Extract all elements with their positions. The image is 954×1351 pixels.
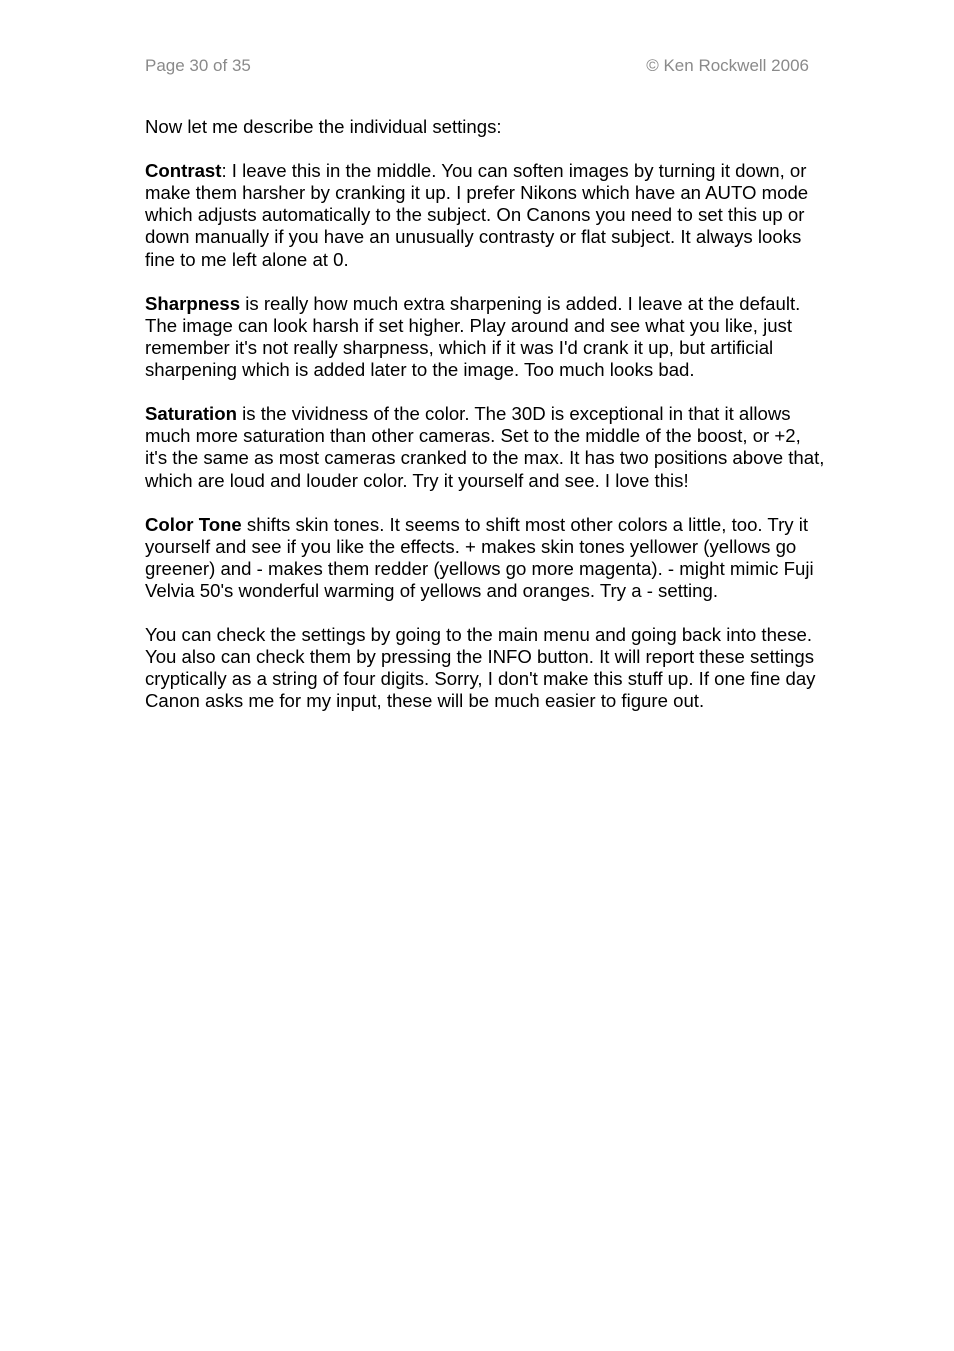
color-tone-term: Color Tone <box>145 513 242 535</box>
contrast-text: : I leave this in the middle. You can soften images by turning it down, or make them harsher by cranking it up. I prefer Nikons which have an AUTO mode which adjusts automatically to the subject. On Canons you need to set this up or down manually if you have an unusually contrasty or flat subject. It always looks fine to me left alone at 0. <box>145 160 809 270</box>
saturation-text: is the vividness of the color. The 30D is exceptional in that it allows much more saturation than other cameras. Set to the middle of the boost, or +2, it's the same as most cameras cranked to the max. It has two positions above that, which are loud and louder color. Try it yourself and see. I love this! <box>145 403 825 491</box>
sharpness-paragraph <box>145 293 825 381</box>
contrast-paragraph <box>145 160 825 270</box>
intro-paragraph: Now let me describe the individual settings: <box>145 116 502 137</box>
page-header <box>145 56 809 78</box>
page-body <box>145 116 825 735</box>
color-tone-text: shifts skin tones. It seems to shift most other colors a little, too. Try it yourself and see if you like the effects. + makes skin tones yellower (yellows go greener) and - makes them redder (yellows go more magenta). - might mimic Fuji Velvia 50's wonderful warming of yellows and oranges. Try a - setting. <box>145 513 814 601</box>
color-tone-paragraph <box>145 514 825 602</box>
sharpness-text: is really how much extra sharpening is added. I leave at the default. The image can look harsh if set higher. Play around and see what you like, just remember it's not really sharpness, which if it was I'd crank it up, but artificial sharpening which is added later to the image. Too much looks bad. <box>145 292 801 381</box>
saturation-paragraph <box>145 403 825 491</box>
contrast-term: Contrast <box>145 160 222 182</box>
sharpness-term: Sharpness <box>145 292 241 314</box>
closing-paragraph: You can check the settings by going to the main menu and going back into these. You also can check them by pressing the INFO button. It will report these settings cryptically as a string of four digits. Sorry, I don't make this stuff up. If one fine day Canon asks me for my input, these will be much easier to figure out. <box>145 624 816 712</box>
copyright-notice: © Ken Rockwell 2006 <box>646 56 809 75</box>
page-number: Page 30 of 35 <box>145 56 251 75</box>
saturation-term: Saturation <box>145 403 237 425</box>
